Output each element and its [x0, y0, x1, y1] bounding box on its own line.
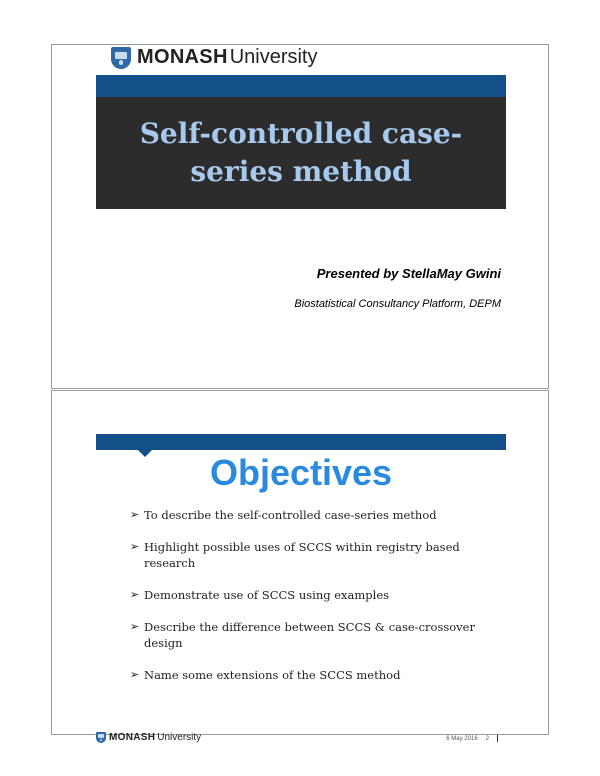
- bullet-text: Name some extensions of the SCCS method: [144, 668, 401, 682]
- footer-page-number: 2: [485, 735, 489, 742]
- arrow-bullet-icon: ➢: [130, 620, 140, 633]
- objectives-title: Objectives: [209, 452, 393, 493]
- logo-name-light: University: [157, 732, 202, 743]
- bullet-text: Demonstrate use of SCCS using examples: [144, 588, 390, 602]
- arrow-bullet-icon: ➢: [130, 588, 140, 601]
- arrow-bullet-icon: ➢: [130, 508, 140, 521]
- bullet-text: Highlight possible uses of SCCS within registry based research: [144, 540, 460, 570]
- objectives-list: [130, 507, 490, 699]
- title-box: [96, 97, 506, 209]
- logo-name-bold: MONASH: [137, 46, 228, 68]
- header-bar: [96, 75, 506, 97]
- list-item: [130, 619, 490, 651]
- logo-name-bold: MONASH: [109, 732, 156, 743]
- bullet-text: To describe the self-controlled case-series method: [144, 508, 437, 522]
- presenter-name: Presented by StellaMay Gwini: [316, 266, 501, 281]
- monash-crest-icon: [111, 47, 131, 69]
- bullet-text: Describe the difference between SCCS & case-crossover design: [144, 620, 475, 650]
- logo-name-light: University: [229, 46, 318, 68]
- header-bar: [96, 434, 506, 450]
- footer-date: 6 May 2016: [446, 735, 478, 742]
- list-item: [130, 539, 490, 571]
- monash-crest-icon: [96, 732, 106, 743]
- monash-logo: [111, 46, 317, 69]
- arrow-bullet-icon: ➢: [130, 668, 140, 681]
- list-item: [130, 587, 490, 603]
- footer-monash-logo: [96, 732, 201, 743]
- slide-1: [51, 44, 549, 389]
- footer-divider: [497, 735, 498, 742]
- slide-2: [51, 390, 549, 743]
- slide-title: Self-controlled case-series method: [139, 117, 463, 188]
- arrow-bullet-icon: ➢: [130, 540, 140, 553]
- list-item: [130, 507, 490, 523]
- list-item: [130, 667, 490, 683]
- slide-footer: [446, 735, 498, 742]
- presenter-affiliation: Biostatistical Consultancy Platform, DEPM: [294, 298, 501, 310]
